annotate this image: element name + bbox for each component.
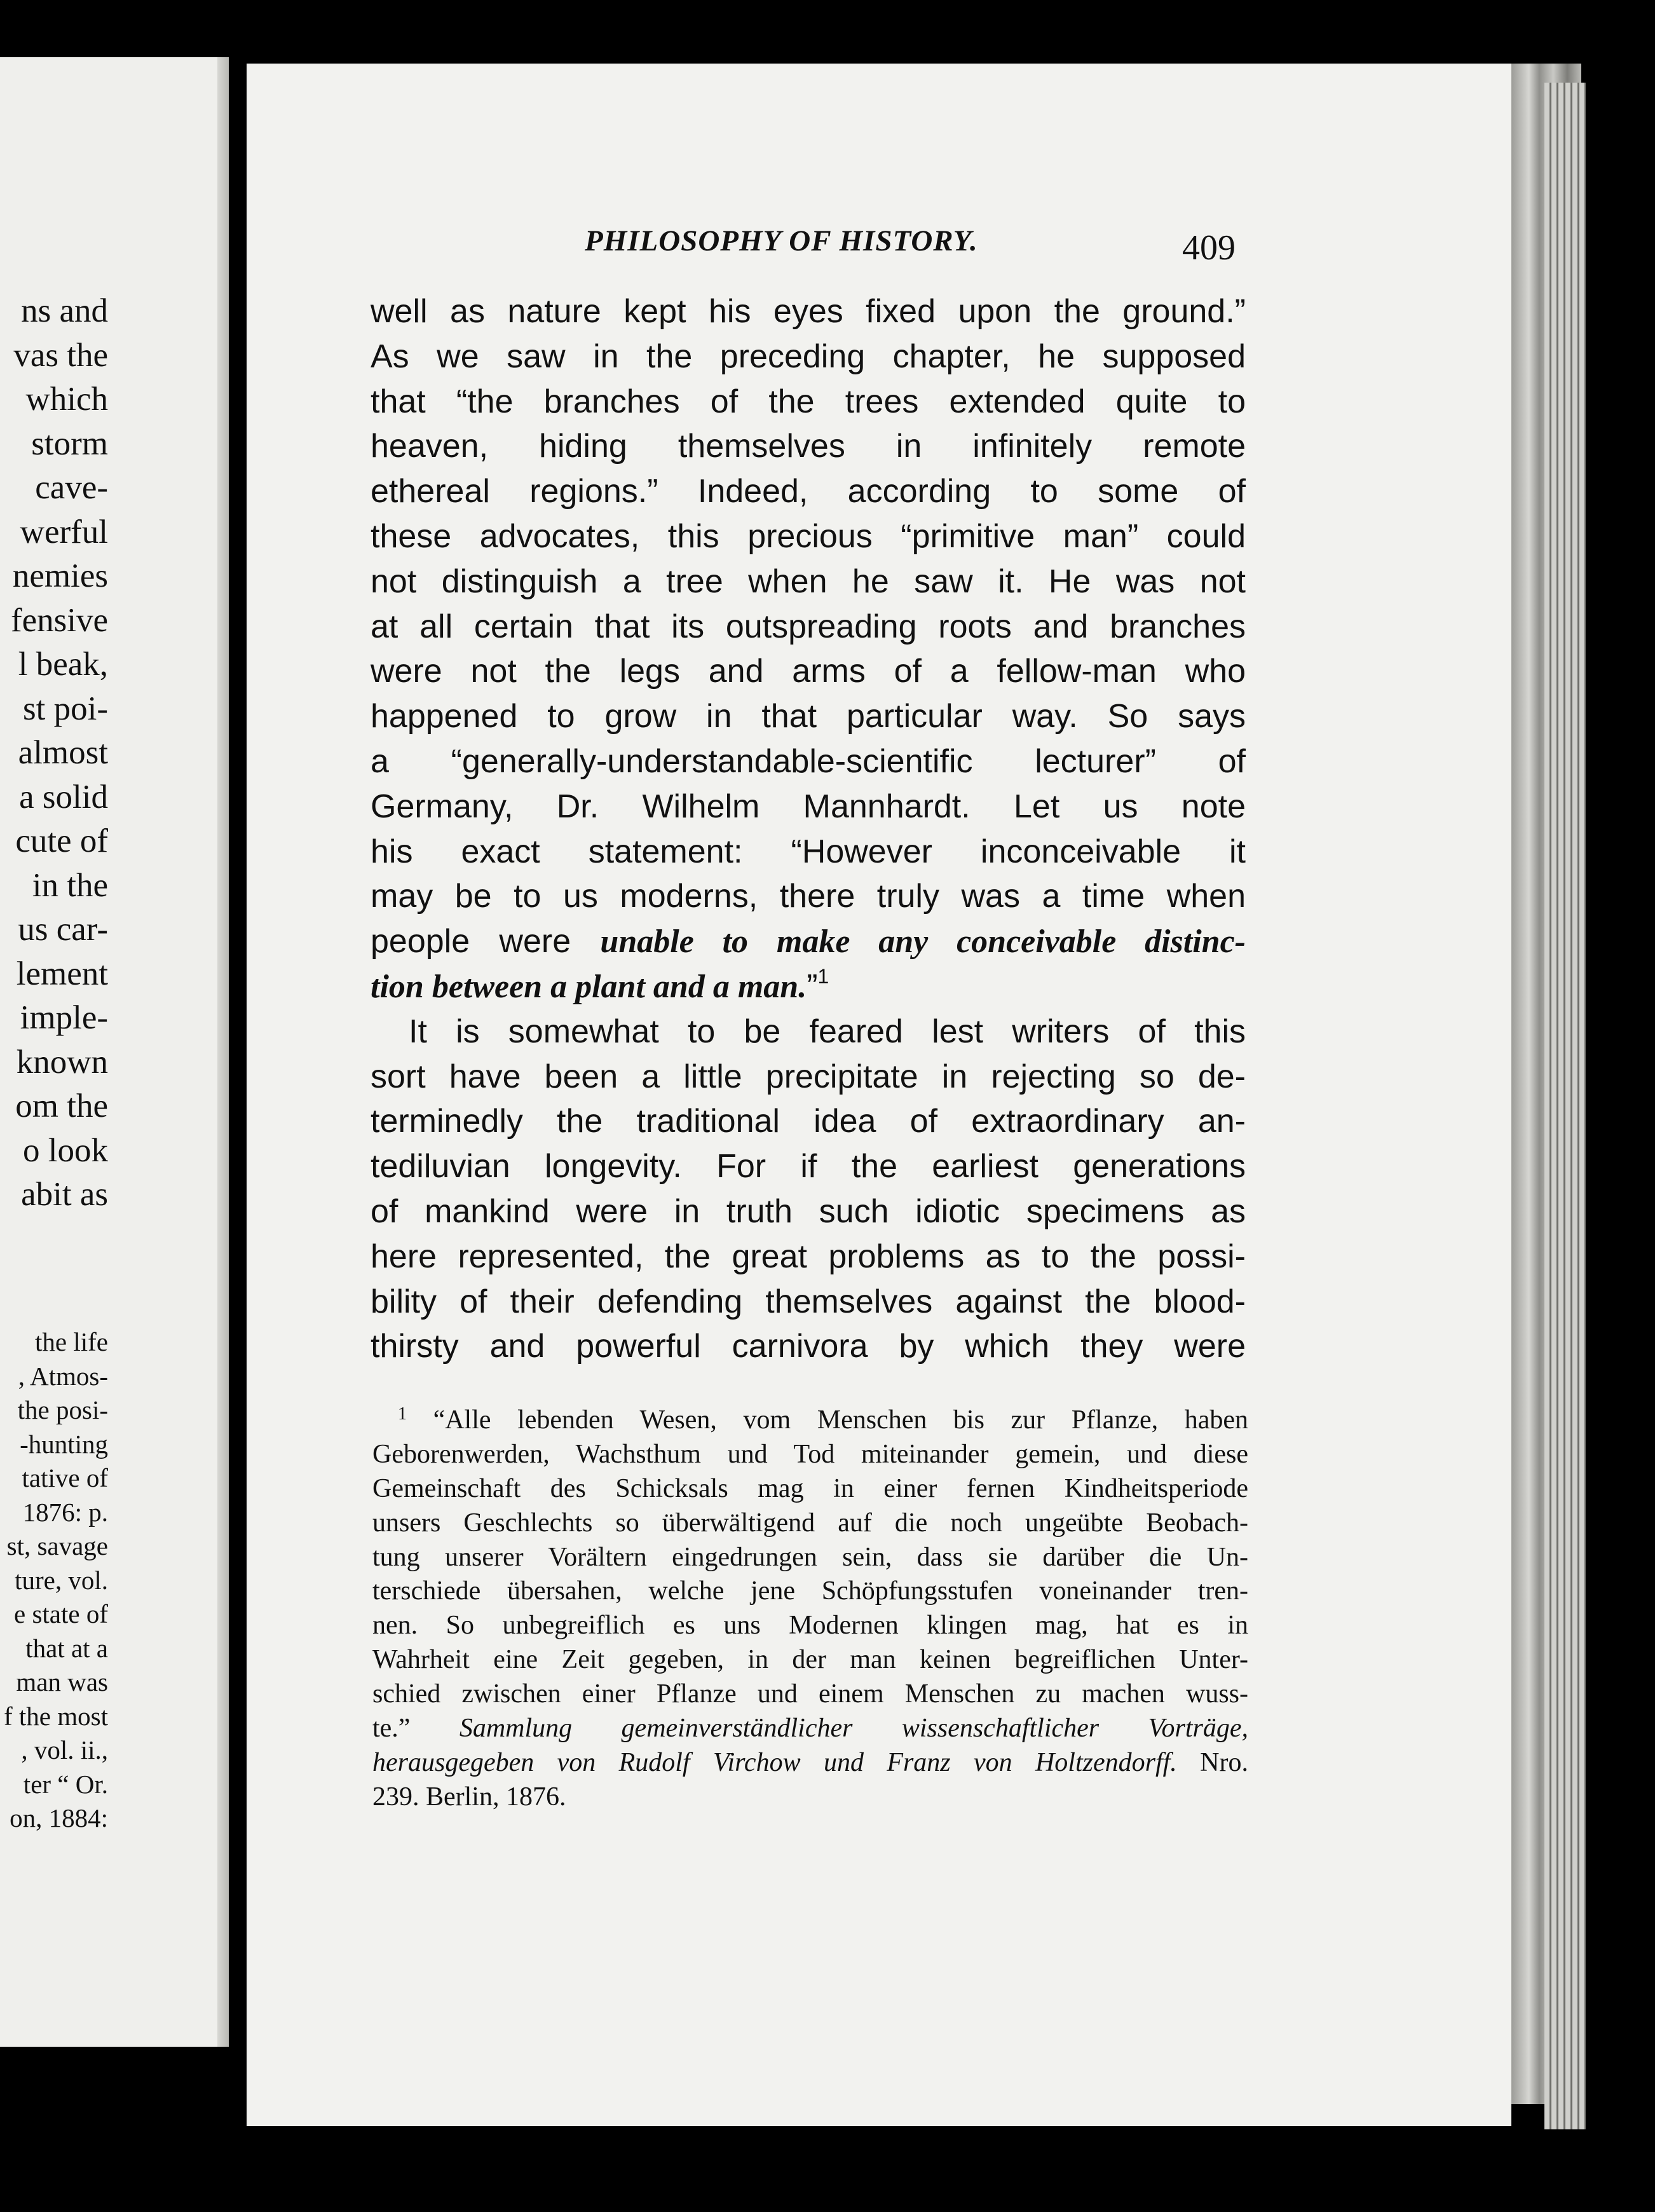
left-note-line: e state of — [14, 1599, 108, 1628]
left-line: almost — [18, 734, 108, 771]
left-note-line: ture, vol. — [15, 1565, 108, 1595]
body-line: It is somewhat to be feared lest writers of this — [409, 1013, 1246, 1050]
left-line: st poi- — [23, 690, 108, 727]
body-line: his exact statement: “However inconceivable it — [371, 833, 1246, 870]
body-line: As we saw in the preceding chapter, he supposed — [371, 338, 1246, 375]
footnote-line: tung unserer Vorältern eingedrungen sein, dass sie darüber die Un- — [372, 1542, 1248, 1572]
footnote-line: Geborenwerden, Wachsthum und Tod miteinander gemein, und diese — [372, 1439, 1248, 1469]
body-line: here represented, the great problems as to the possi- — [371, 1238, 1246, 1275]
left-line: lement — [16, 955, 108, 992]
emphasis-text: tion between a plant and a man. — [371, 968, 807, 1005]
body-line: well as nature kept his eyes fixed upon the ground.” — [371, 293, 1246, 330]
body-line: were not the legs and arms of a fellow-man who — [371, 653, 1246, 690]
body-line: happened to grow in that particular way. So says — [371, 698, 1246, 735]
left-line: which — [25, 381, 108, 418]
footnote-line: 239. Berlin, 1876. — [372, 1782, 566, 1812]
left-note-line: , Atmos- — [18, 1361, 108, 1391]
body-line: of mankind were in truth such idiotic specimens as — [371, 1192, 1246, 1230]
left-note-line: ter “ Or. — [23, 1769, 108, 1799]
left-note-line: on, 1884: — [10, 1803, 108, 1833]
left-line: nemies — [12, 557, 108, 594]
body-line: heaven, hiding themselves in infinitely remote — [371, 428, 1246, 465]
left-note-line: that at a — [25, 1633, 108, 1663]
footnote-line — [372, 1712, 1248, 1746]
left-page-footnotes — [0, 1325, 108, 1836]
running-head: PHILOSOPHY OF HISTORY. — [585, 224, 978, 257]
left-note-line: 1876: p. — [22, 1497, 108, 1527]
body-line: Germany, Dr. Wilhelm Mannhardt. Let us note — [371, 788, 1246, 825]
body-line: tediluvian longevity. For if the earliest generations — [371, 1148, 1246, 1185]
left-line: om the — [15, 1088, 108, 1124]
left-note-line: -hunting — [20, 1429, 108, 1459]
footnote-line: unsers Geschlechts so überwältigend auf die noch ungeübte Beobach- — [372, 1508, 1248, 1538]
body-line: may be to us moderns, there truly was a time when — [371, 878, 1246, 915]
left-line: ns and — [21, 292, 108, 329]
footnote-marker: 1 — [398, 1404, 407, 1424]
footnote-line — [372, 1746, 1248, 1780]
body-line: that “the branches of the trees extended quite to — [371, 383, 1246, 420]
footnote-line: Wahrheit eine Zeit gegeben, in der man keinen begreiflichen Unter- — [372, 1645, 1248, 1675]
citation-title: Sammlung gemeinverständlicher wissenschaftlicher Vorträge, — [459, 1714, 1249, 1744]
left-line: a solid — [19, 778, 108, 816]
body-line: sort have been a little precipitate in rejecting so de- — [371, 1058, 1246, 1095]
body-line: bility of their defending themselves against the blood- — [371, 1283, 1246, 1320]
left-line: known — [16, 1043, 108, 1081]
left-note-line: f the most — [4, 1701, 108, 1731]
left-line: us car- — [18, 911, 108, 948]
footnote-line — [372, 1403, 1248, 1438]
body-line: terminedly the traditional idea of extraordinary an- — [371, 1103, 1246, 1140]
left-note-line: the posi- — [17, 1395, 108, 1424]
left-line: fensive — [10, 601, 108, 639]
body-line: not distinguish a tree when he saw it. He was not — [371, 563, 1246, 600]
left-note-line: man was — [16, 1667, 108, 1697]
footnote-text: te.” — [372, 1714, 460, 1744]
citation-editors: herausgegeben von Rudolf Virchow und Franz von Holtzendorff. — [372, 1747, 1177, 1777]
body-line: at all certain that its outspreading roots and branches — [371, 608, 1246, 645]
footnote-line: schied zwischen einer Pflanze und einem Menschen zu machen wuss- — [372, 1679, 1248, 1709]
footnote-line: Gemeinschaft des Schicksals mag in einer fernen Kindheitsperiode — [372, 1473, 1248, 1503]
body-line: ethereal regions.” Indeed, according to some of — [371, 473, 1246, 510]
left-note-line: st, savage — [6, 1531, 108, 1560]
body-line — [371, 919, 1246, 964]
left-line: cave- — [35, 469, 108, 506]
emphasis-text: unable to make any conceivable distinc- — [600, 924, 1246, 960]
left-line: storm — [31, 425, 108, 462]
body-line — [371, 964, 1246, 1009]
left-facing-page — [0, 57, 229, 2047]
left-note-line: tative of — [22, 1463, 108, 1492]
page-number: 409 — [1182, 228, 1236, 268]
left-line: abit as — [21, 1176, 108, 1213]
left-note-line: the life — [35, 1327, 108, 1356]
footnote — [372, 1403, 1248, 1815]
footnote-reference[interactable]: 1 — [817, 964, 829, 988]
left-line: in the — [32, 866, 108, 904]
left-line: o look — [23, 1131, 108, 1169]
left-line: werful — [20, 513, 108, 550]
footnote-line: nen. So unbegreiflich es uns Modernen klingen mag, hat es in — [372, 1611, 1248, 1641]
page-stack-edges — [1544, 83, 1586, 2129]
left-page-text — [0, 289, 108, 1217]
left-line: l beak, — [18, 646, 108, 683]
citation-number: Nro. — [1176, 1747, 1248, 1777]
body-line: thirsty and powerful carnivora by which they were — [371, 1328, 1246, 1365]
footnote-line: terschiede übersahen, welche jene Schöpfungsstufen voneinander tren- — [372, 1576, 1248, 1606]
body-line: these advocates, this precious “primitive man” could — [371, 517, 1246, 555]
page-gutter-edge — [217, 57, 229, 2047]
footnote-text: “Alle lebenden Wesen, vom Menschen bis zur Pflanze, haben — [433, 1405, 1249, 1435]
body-text — [371, 289, 1246, 1369]
left-line: cute of — [15, 823, 108, 859]
closing-quote: ” — [807, 967, 818, 1005]
left-line: imple- — [20, 999, 108, 1036]
body-line: a “generally-understandable-scientific lecturer” of — [371, 742, 1246, 780]
left-note-line: , vol. ii., — [21, 1735, 108, 1765]
left-line: vas the — [13, 336, 108, 374]
body-line-start: people were — [371, 923, 601, 960]
